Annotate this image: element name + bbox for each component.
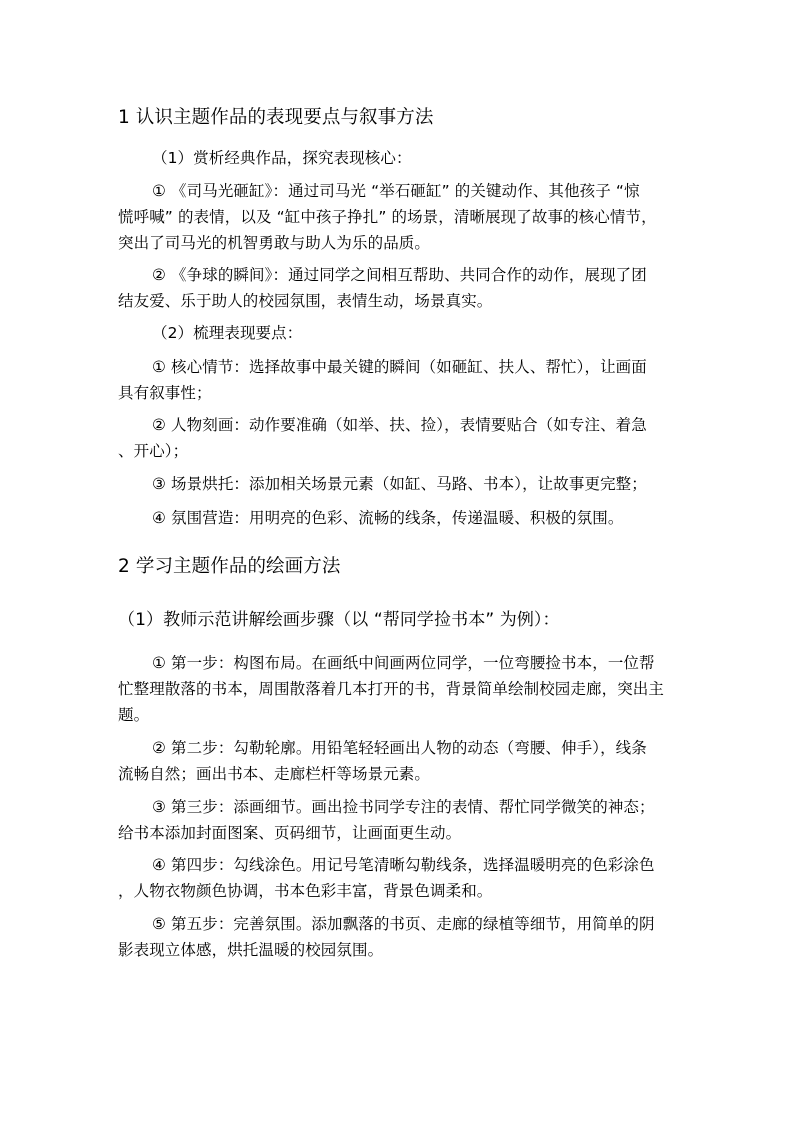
paragraph-line: 给书本添加封面图案、页码细节，让画面更生动。	[118, 824, 462, 842]
paragraph-line: 忙整理散落的书本，周围散落着几本打开的书，背景简单绘制校园走廊，突出主	[118, 680, 665, 698]
paragraph-line: ② 第二步：勾勒轮廓。用铅笔轻轻画出人物的动态（弯腰、伸手），线条	[152, 739, 647, 757]
section-1-subheading-1: （1）赏析经典作品，探究表现核心：	[152, 149, 412, 167]
paragraph-line: 题。	[118, 706, 150, 724]
paragraph-line: ④ 第四步：勾线涂色。用记号笔清晰勾勒线条，选择温暖明亮的色彩涂色	[152, 856, 655, 874]
paragraph-line: ① 《司马光砸缸》：通过司马光 “举石砸缸” 的关键动作、其他孩子 “惊	[152, 182, 640, 200]
section-2-heading: 2 学习主题作品的绘画方法	[118, 556, 341, 577]
paragraph-line: 流畅自然；画出书本、走廊栏杆等场景元素。	[118, 765, 431, 783]
section-1-heading: 1 认识主题作品的表现要点与叙事方法	[118, 107, 434, 128]
paragraph-line: ② 人物刻画：动作要准确（如举、扶、捡），表情要贴合（如专注、着急	[152, 416, 647, 434]
paragraph-line: 慌呼喊” 的表情，以及 “缸中孩子挣扎” 的场景，清晰展现了故事的核心情节，	[118, 208, 657, 226]
paragraph-line: ③ 场景烘托：添加相关场景元素（如缸、马路、书本），让故事更完整；	[152, 475, 647, 493]
paragraph-line: ⑤ 第五步：完善氛围。添加飘落的书页、走廊的绿植等细节，用简单的阴	[152, 915, 655, 933]
paragraph-line: 具有叙事性；	[118, 384, 212, 402]
paragraph-line: 、开心）；	[118, 442, 189, 460]
paragraph-line: 影表现立体感，烘托温暖的校园氛围。	[118, 941, 384, 959]
paragraph-line: ④ 氛围营造：用明亮的色彩、流畅的线条，传递温暖、积极的氛围。	[152, 509, 624, 527]
paragraph-line: 结友爱、乐于助人的校园氛围，表情生动，场景真实。	[118, 292, 493, 310]
paragraph-line: ，人物衣物颜色协调，书本色彩丰富，背景色调柔和。	[118, 882, 493, 900]
paragraph-line: ① 第一步：构图布局。在画纸中间画两位同学，一位弯腰捡书本，一位帮	[152, 654, 655, 672]
paragraph-line: ③ 第三步：添画细节。画出捡书同学专注的表情、帮忙同学微笑的神态；	[152, 798, 655, 816]
paragraph-line: ② 《争球的瞬间》：通过同学之间相互帮助、共同合作的动作，展现了团	[152, 266, 647, 284]
paragraph-line: 突出了司马光的机智勇敢与助人为乐的品质。	[118, 234, 431, 252]
section-1-subheading-2: （2）梳理表现要点：	[152, 324, 303, 342]
section-2-subheading-1: （1）教师示范讲解绘画步骤（以 “帮同学捡书本” 为例）：	[118, 610, 560, 630]
paragraph-line: ① 核心情节：选择故事中最关键的瞬间（如砸缸、扶人、帮忙），让画面	[152, 358, 647, 376]
